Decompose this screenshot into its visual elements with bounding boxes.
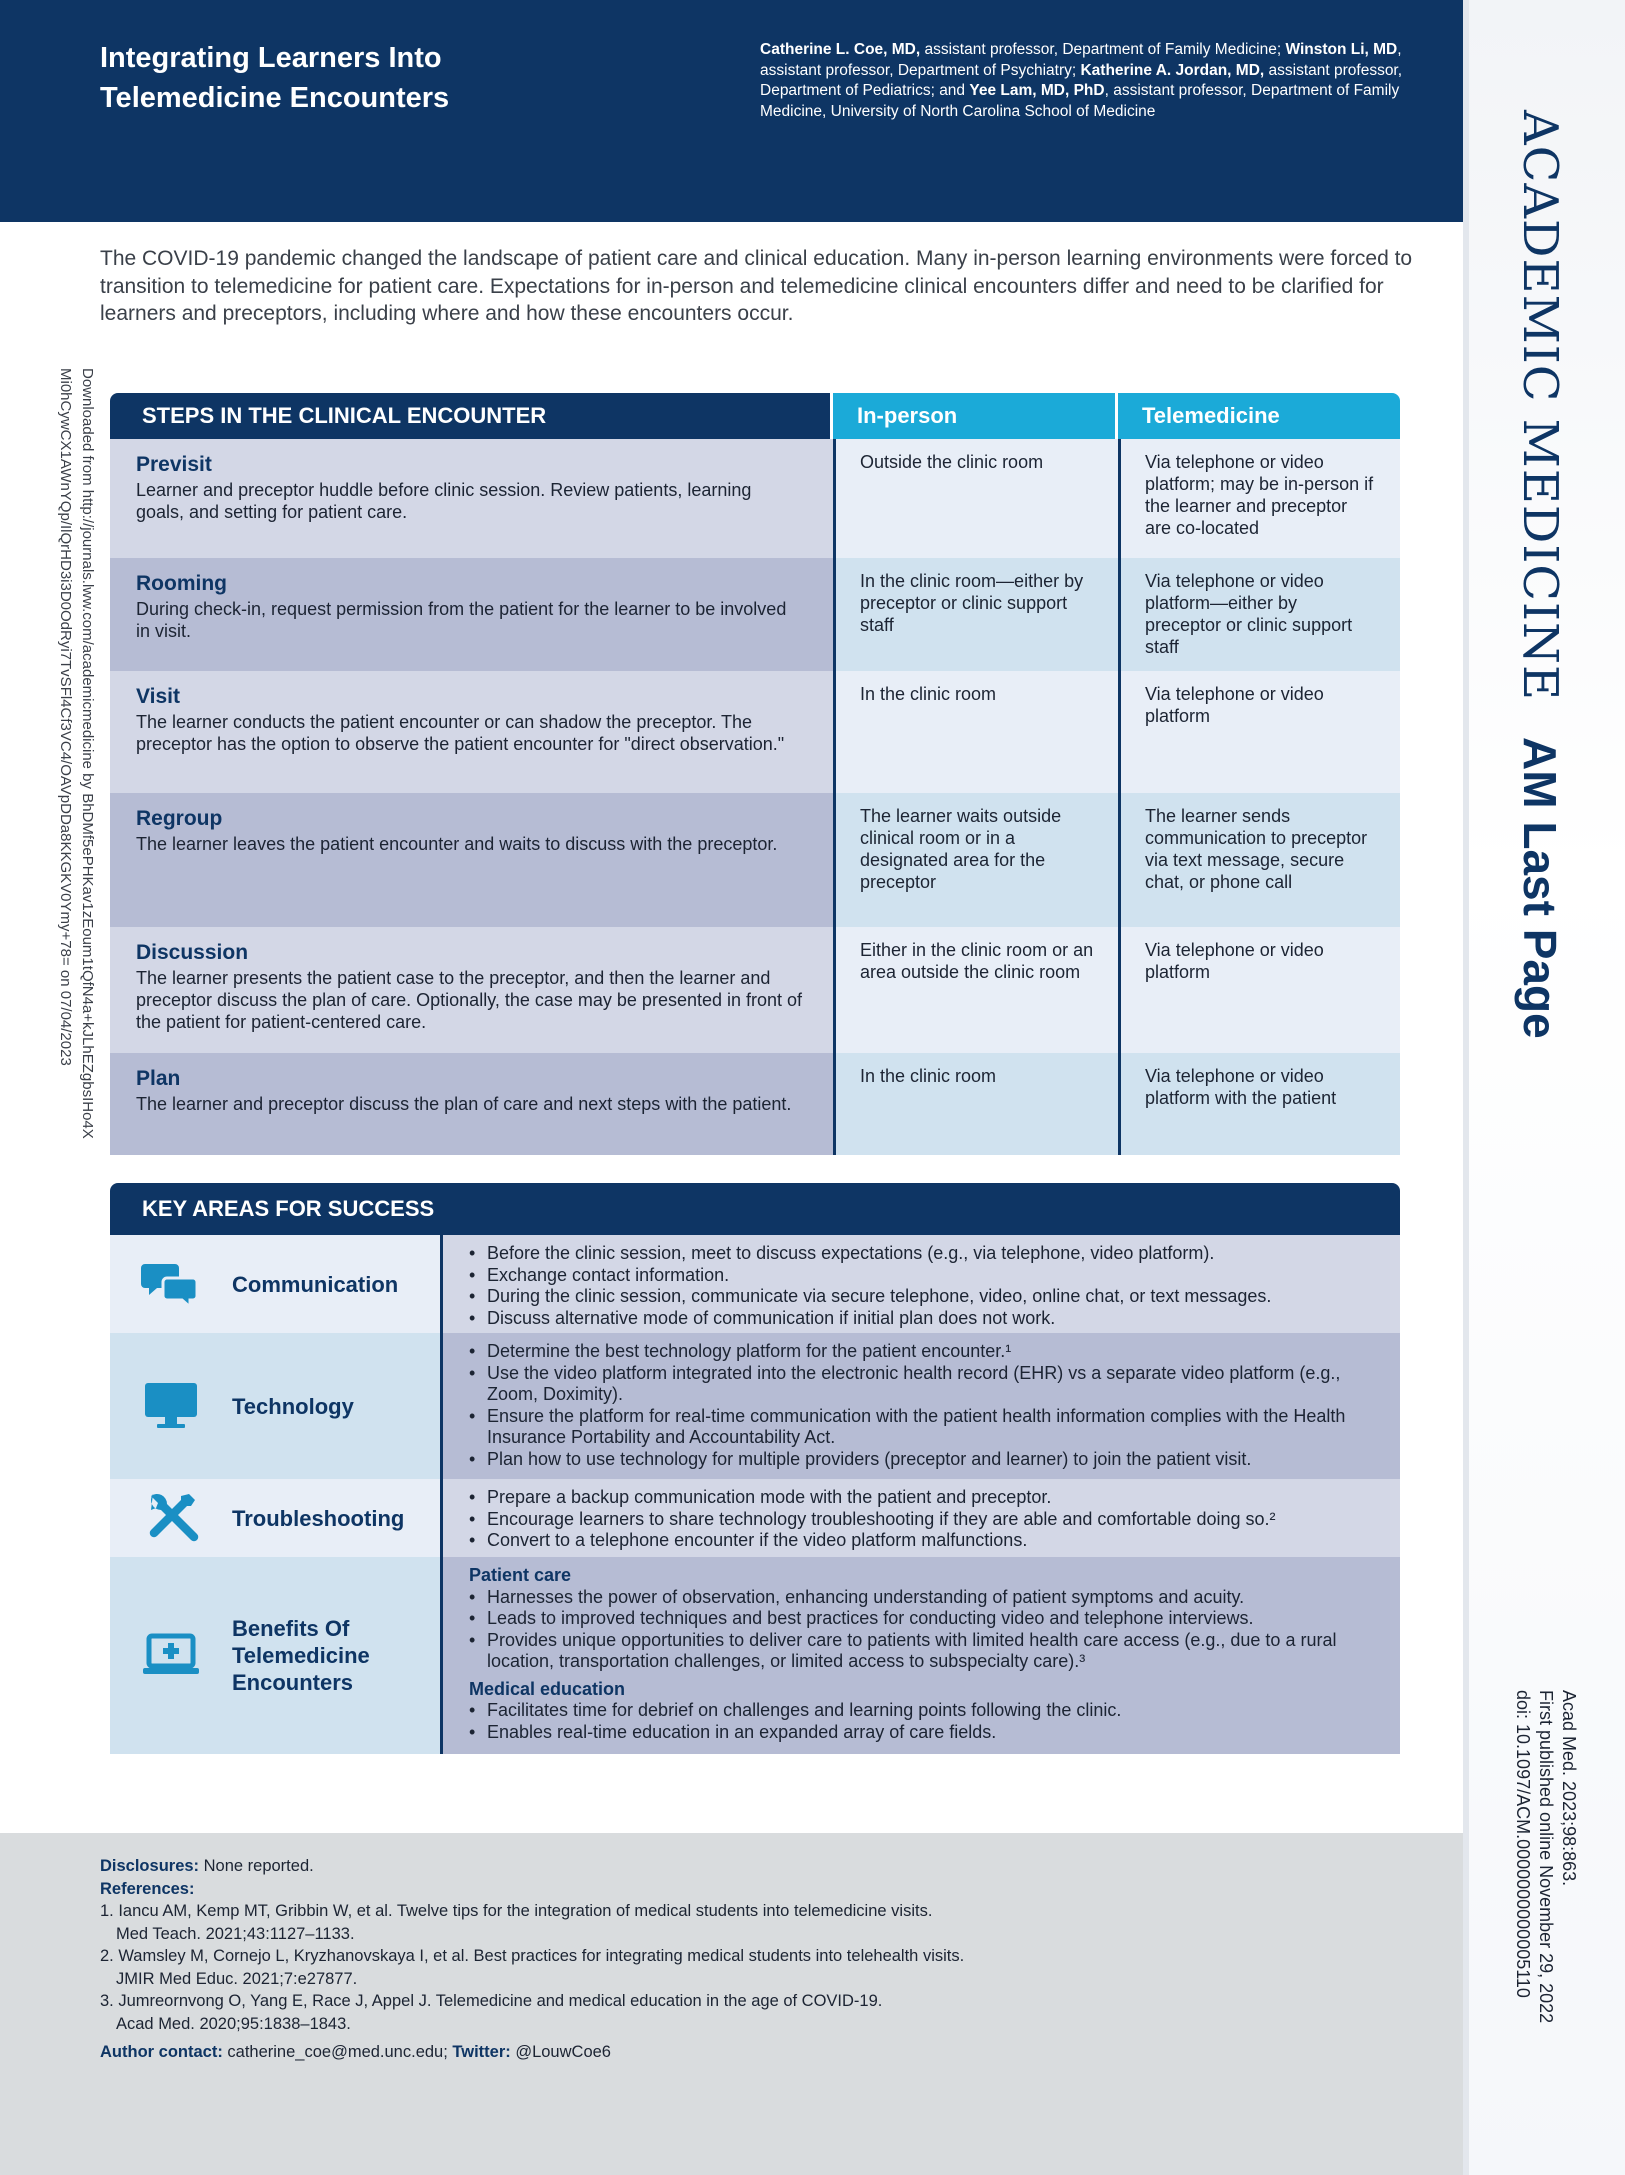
title-line-1: Integrating Learners Into [100,42,442,74]
list-item: • Prepare a backup communication mode with the patient and preceptor. [469,1487,1370,1509]
author-name: Winston Li, MD [1285,41,1398,58]
step-telemedicine: Via telephone or video platform [1118,671,1400,793]
label-line: Benefits Of [232,1616,350,1641]
watermark-line: Downloaded from http://journals.lww.com/academicmedicine by BhDMf5ePHKav1zEoum1tQfN4a+kJLhEZgbsIHo4X [79,368,96,1139]
step-telemedicine: Via telephone or video platform [1118,927,1400,1053]
reference-item: 1. Iancu AM, Kemp MT, Gribbin W, et al. Twelve tips for the integration of medical students into telemedicine visits. Med Teach. 2021;43:1127–1133. [100,1902,933,1943]
reference-item: 3. Jumreornvong O, Yang E, Race J, Appel J. Telemedicine and medical education in the age of COVID-19. Acad Med. 2020;95:1838–1843. [100,1992,883,2033]
key-area-label [232,1615,370,1696]
step-description: During check-in, request permission from the patient for the learner to be involved in visit. [136,599,787,641]
key-area-label: Technology [232,1393,354,1419]
key-areas-table [110,1183,1400,1754]
citation-doi[interactable]: doi: 10.1097/ACM.0000000000005110 [1513,1690,1533,1998]
author-email-link[interactable]: catherine_coe@med.unc.edu; [222,2043,453,2061]
list-item: • Determine the best technology platform for the patient encounter.¹ [469,1341,1370,1363]
laptop-medical-icon [140,1628,202,1684]
disclosures-text: None reported. [199,1857,314,1875]
step-name: Plan [136,1067,181,1090]
key-area-benefits [110,1557,1400,1754]
list-item: • Convert to a telephone encounter if the video platform malfunctions. [469,1530,1370,1552]
subheading-patient-care: Patient care [469,1565,572,1585]
footer-content [100,1855,1400,2064]
list-item: • Use the video platform integrated into the electronic health record (EHR) vs a separate video platform (e.g., Zoom, Doximity). [469,1363,1370,1406]
disclosures [100,1855,1400,1878]
journal-masthead [1475,110,1605,1039]
step-description: The learner conducts the patient encounter or can shadow the preceptor. The preceptor has the option to observe the patient encounter for "direct observation." [136,712,785,754]
citation-line: Acad Med. 2023;98:863. [1559,1690,1579,1887]
header-steps: STEPS IN THE CLINICAL ENCOUNTER [110,393,830,439]
header-in-person: In-person [833,393,1115,439]
subheading-medical-education: Medical education [469,1678,626,1699]
author-name: Yee Lam, MD, PhD [969,82,1105,99]
list-item: • Harnesses the power of observation, enhancing understanding of patient symptoms and acuity. [469,1587,1370,1609]
step-row-previsit [110,439,1400,558]
twitter-label: Twitter: [452,2043,511,2061]
author-contact-label: Author contact: [100,2043,223,2061]
reference-item: 2. Wamsley M, Cornejo L, Kryzhanovskaya I, et al. Best practices for integrating medical students into telehealth visits. JMIR Med Educ. 2021;7:e27877. [100,1947,965,1988]
step-in-person: In the clinic room [833,671,1118,793]
journal-name: ACADEMIC MEDICINE [1512,110,1568,702]
author-role: assistant professor, Department of Family Medicine; [920,41,1286,58]
step-name: Previsit [136,453,212,476]
step-telemedicine: The learner sends communication to preceptor via text message, secure chat, or phone call [1118,793,1400,927]
page-title [100,38,660,118]
chat-bubbles-icon [140,1256,202,1312]
monitor-icon [140,1378,202,1434]
key-area-label: Communication [232,1271,399,1297]
steps-table-header [110,393,1400,439]
list-item: • Facilitates time for debrief on challenges and learning points following the clinic. [469,1700,1370,1722]
list-item: • Before the clinic session, meet to discuss expectations (e.g., via telephone, video platform). [469,1243,1370,1265]
step-in-person: The learner waits outside clinical room or in a designated area for the preceptor [833,793,1118,927]
label-line: Telemedicine [232,1643,370,1668]
author-name: Katherine A. Jordan, MD, [1080,61,1265,79]
author-role: , assistant professor, Department of Family Medicine, University of North Carolina School of Medicine [760,82,1400,120]
key-area-troubleshooting [110,1479,1400,1557]
key-area-communication [110,1235,1400,1333]
step-in-person: In the clinic room—either by preceptor or clinic support staff [833,558,1118,671]
step-telemedicine: Via telephone or video platform—either by preceptor or clinic support staff [1118,558,1400,671]
list-item: • Leads to improved techniques and best practices for conducting video and telephone interviews. [469,1608,1370,1630]
step-telemedicine: Via telephone or video platform; may be in-person if the learner and preceptor are co-located [1118,439,1400,558]
step-name: Rooming [136,572,227,595]
step-telemedicine: Via telephone or video platform with the patient [1118,1053,1400,1155]
citation-block [1490,1690,1580,2100]
intro-paragraph: The COVID-19 pandemic changed the landscape of patient care and clinical education. Many in-person learning environments were forced to transition to telemedicine for patient care. Expectations for in-person and telemedicine clinical encounters differ and need to be clarified for learners and preceptors, including where and how these encounters occur. [100,247,1413,325]
author-role: assistant professor, Department of Pediatrics; and [760,61,1403,99]
tools-icon [140,1490,202,1546]
list-item: • Discuss alternative mode of communication if initial plan does not work. [469,1308,1370,1330]
step-row-visit [110,671,1400,793]
author-contact [100,2041,1400,2064]
key-area-technology [110,1333,1400,1479]
key-area-label: Troubleshooting [232,1505,405,1531]
step-in-person: In the clinic room [833,1053,1118,1155]
step-row-rooming [110,558,1400,671]
step-in-person: Either in the clinic room or an area outside the clinic room [833,927,1118,1053]
list-item: • Enables real-time education in an expanded array of care fields. [469,1722,1370,1744]
step-description: The learner and preceptor discuss the plan of care and next steps with the patient. [136,1094,792,1114]
title-line-2: Telemedicine Encounters [100,82,450,114]
list-item: • Exchange contact information. [469,1265,1370,1287]
list-item: • Encourage learners to share technology troubleshooting if they are able and comfortable doing so.² [469,1509,1370,1531]
twitter-handle-link[interactable]: @LouwCoe6 [510,2043,611,2061]
steps-table [110,393,1400,1155]
citation-line: First published online November 29, 2022 [1536,1690,1556,2024]
step-name: Visit [136,685,180,708]
key-areas-title: KEY AREAS FOR SUCCESS [110,1183,1400,1235]
step-name: Discussion [136,941,249,964]
list-item: • Ensure the platform for real-time communication with the patient health information complies with the Health Insurance Portability and Accountability Act. [469,1406,1370,1449]
author-name: Catherine L. Coe, MD, [760,41,921,58]
section-name: AM Last Page [1514,737,1566,1039]
step-in-person: Outside the clinic room [833,439,1118,558]
disclosures-label: Disclosures: [100,1857,200,1875]
step-description: The learner leaves the patient encounter and waits to discuss with the preceptor. [136,834,778,854]
label-line: Encounters [232,1670,354,1695]
watermark-line: Mi0hCywCX1AWnYQp/IlQrHD3i3D0OdRyi7TvSFl4Cf3VC4/OAVpDDa8KKGKV0Ymy+78= on 07/04/2023 [57,368,74,1066]
step-row-regroup [110,793,1400,927]
step-name: Regroup [136,807,223,830]
author-list [760,40,1420,122]
step-row-discussion [110,927,1400,1053]
list-item: • During the clinic session, communicate via secure telephone, video, online chat, or text messages. [469,1286,1370,1308]
step-row-plan [110,1053,1400,1155]
references-label: References: [100,1879,195,1898]
step-description: The learner presents the patient case to the preceptor, and then the learner and preceptor discuss the plan of care. Optionally, the case may be presented in front of the patient for patient-centered care. [136,968,803,1032]
step-description: Learner and preceptor huddle before clinic session. Review patients, learning goals, and setting for patient care. [136,480,752,522]
list-item: • Plan how to use technology for multiple providers (preceptor and learner) to join the patient visit. [469,1449,1370,1471]
download-watermark [52,368,98,1298]
header-telemedicine: Telemedicine [1118,393,1400,439]
author-role: , assistant professor, Department of Psychiatry; [760,41,1402,79]
list-item: • Provides unique opportunities to deliver care to patients with limited health care access (e.g., due to a rural location, transportation challenges, or limited access to subspecialty care).³ [469,1630,1370,1673]
